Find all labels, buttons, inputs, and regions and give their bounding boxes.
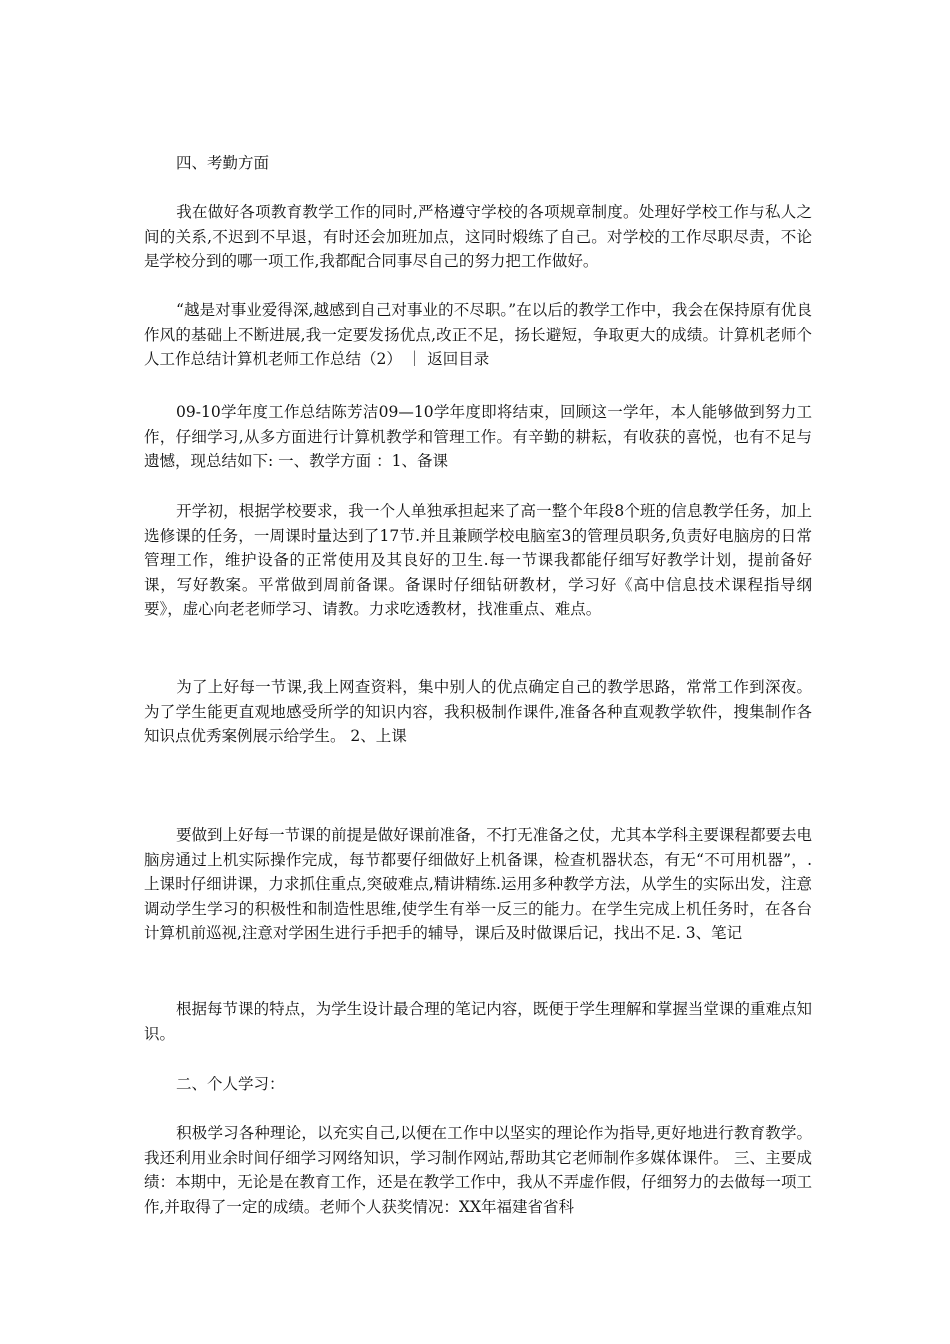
paragraph-attendance (144, 200, 812, 274)
paragraph-teaching (144, 823, 812, 946)
paragraph-notes (144, 997, 812, 1046)
paragraph-text: 开学初，根据学校要求，我一个人单独承担起来了高一整个年段8个班的信息教学任务，加上选修课的任务，一周课时量达到了17节.并且兼顾学校电脑室3的管理员职务,负责好电脑房的日常管理工作，维护设备的正常使用及其良好的卫生.每一节课我都能仔细写好教学计划，提前备好课，写好教案。平常做到周前备课。备课时仔细钻研教材，学习好《高中信息技术课程指导纲要》，虚心向老老师学习、请教。力求吃透教材，找准重点、难点。 (144, 502, 812, 618)
paragraph-text: 为了上好每一节课,我上网查资料，集中别人的优点确定自己的教学思路，常常工作到深夜。为了学生能更直观地感受所学的知识内容，我积极制作课件,准备各种直观教学软件，搜集制作各知识点优秀案例展示给学生。 2、上课 (144, 678, 812, 745)
paragraph-text: 我在做好各项教育教学工作的同时,严格遵守学校的各项规章制度。处理好学校工作与私人之间的关系,不迟到不早退，有时还会加班加点，这同时煅练了自己。对学校的工作尽职尽责，不论是学校分到的哪一项工作,我都配合同事尽自己的努力把工作做好。 (144, 203, 812, 270)
paragraph-study (144, 1121, 812, 1219)
section-heading-study: 二、个人学习： (176, 1075, 285, 1093)
paragraph-text: 积极学习各种理论，以充实自己,以便在工作中以坚实的理论作为指导,更好地进行教育教学。我还利用业余时间仔细学习网络知识，学习制作网站,帮助其它老师制作多媒体课件。 三、主要成绩：本期中，无论是在教育工作，还是在教学工作中，我从不弄虚作假，仔细努力的去做每一项工作,并取得了一定的成绩。老师个人获奖情况：XX年福建省省科 (144, 1124, 812, 1216)
paragraph-text: “越是对事业爱得深,越感到自己对事业的不尽职。”在以后的教学工作中，我会在保持原有优良作风的基础上不断进展,我一定要发扬优点,改正不足，扬长避短，争取更大的成绩。计算机老师个人工作总结计算机老师工作总结（2） ｜ 返回目录 (144, 301, 812, 368)
section-heading-attendance: 四、考勤方面 (176, 154, 270, 172)
paragraph-annual-summary (144, 400, 812, 474)
paragraph-research (144, 675, 812, 749)
paragraph-text: 要做到上好每一节课的前提是做好课前准备，不打无准备之仗，尤其本学科主要课程都要去电脑房通过上机实际操作完成，每节都要仔细做好上机备课，检查机器状态，有无“不可用机器”，.上课时仔细讲课，力求抓住重点,突破难点,精讲精练.运用多种教学方法，从学生的实际出发，注意调动学生学习的积极性和制造性思维,使学生有举一反三的能力。在学生完成上机任务时，在各台计算机前巡视,注意对学困生进行手把手的辅导，课后及时做课后记，找出不足. 3、笔记 (144, 826, 812, 942)
paragraph-dedication (144, 298, 812, 372)
paragraph-lesson-prep (144, 499, 812, 622)
paragraph-text: 09-10学年度工作总结陈芳洁09—10学年度即将结束，回顾这一学年，本人能够做到努力工作，仔细学习,从多方面进行计算机教学和管理工作。有辛勤的耕耘，有收获的喜悦，也有不足与遗憾，现总结如下: 一、教学方面 ：1、备课 (144, 403, 812, 470)
paragraph-text: 根据每节课的特点，为学生设计最合理的笔记内容，既便于学生理解和掌握当堂课的重难点知识。 (144, 1000, 812, 1043)
